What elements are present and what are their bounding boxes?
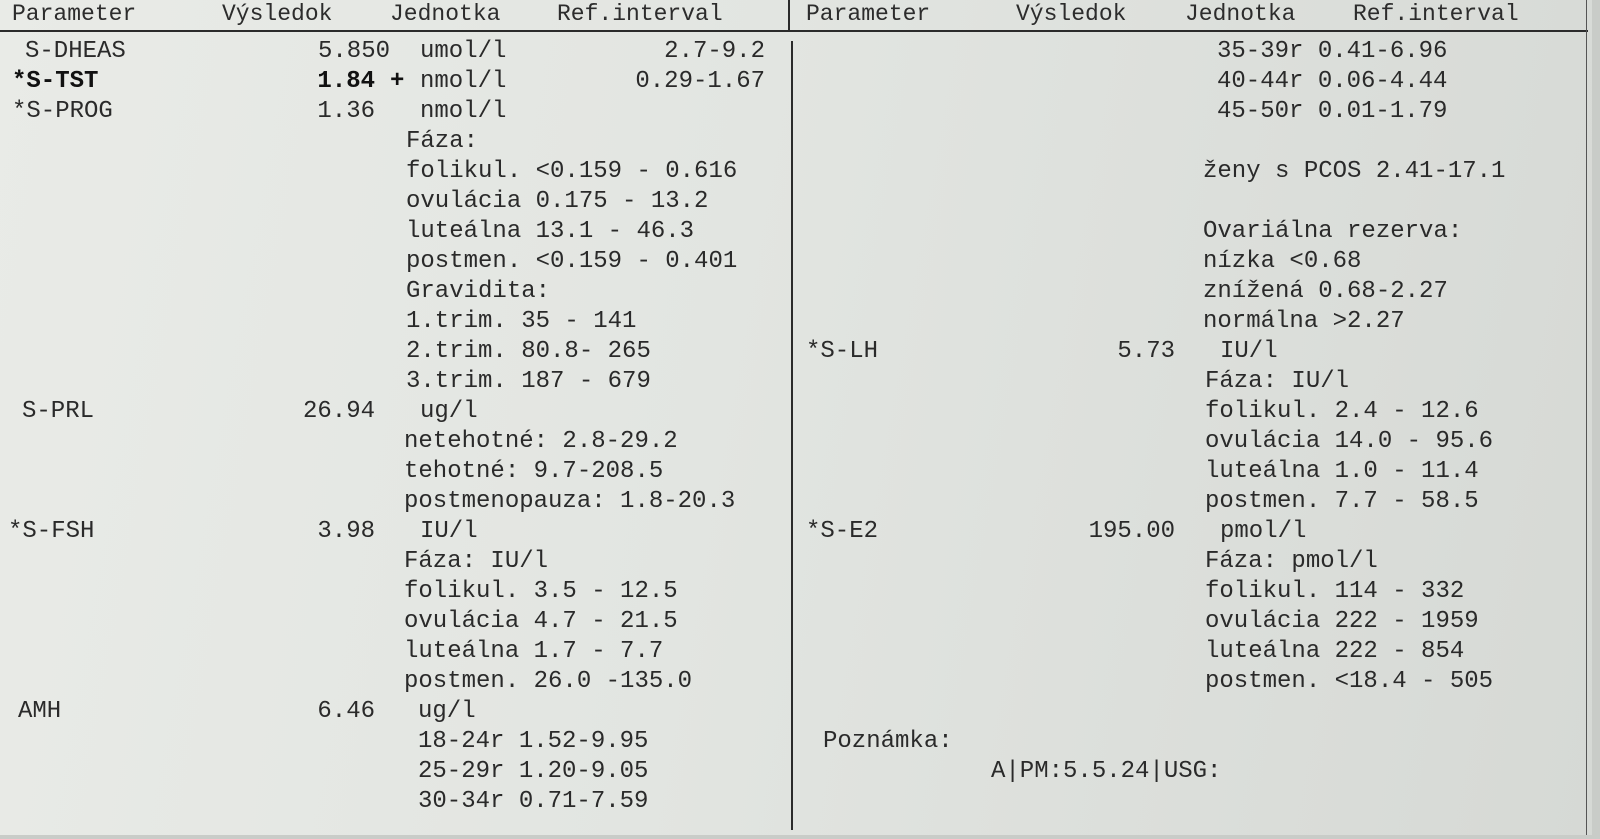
ref-note: ovulácia 4.7 - 21.5 (404, 608, 678, 635)
ref-note: Fáza: IU/l (1205, 368, 1350, 395)
header-unit: Jednotka (390, 1, 501, 27)
header-result-right: Výsledok (1016, 1, 1127, 27)
ref-note: folikul. 114 - 332 (1205, 578, 1465, 605)
right-border (1586, 0, 1587, 835)
param-name: *S-E2 (806, 518, 879, 545)
ref-note: postmen. <18.4 - 505 (1205, 668, 1494, 695)
param-name: *S-PROG (12, 98, 113, 125)
ref-note: ovulácia 14.0 - 95.6 (1205, 428, 1494, 455)
param-name: *S-FSH (8, 518, 95, 545)
ref-note: ženy s PCOS 2.41-17.1 (1203, 158, 1506, 185)
ref-note: 18-24r 1.52-9.95 (418, 728, 649, 755)
param-name: *S-TST (12, 68, 99, 95)
ref-note: 1.trim. 35 - 141 (406, 308, 637, 335)
param-unit: ug/l (418, 698, 476, 725)
param-unit: ug/l (420, 398, 478, 425)
param-unit: umol/l (420, 38, 507, 65)
ref-note: luteálna 1.7 - 7.7 (404, 638, 664, 665)
ref-note: folikul. 2.4 - 12.6 (1205, 398, 1479, 425)
header-ref-interval-right: Ref.interval (1353, 1, 1519, 27)
param-unit: IU/l (420, 518, 478, 545)
ref-note: ovulácia 222 - 1959 (1205, 608, 1479, 635)
ref-note: 40-44r 0.06-4.44 (1217, 68, 1448, 95)
ref-note: netehotné: 2.8-29.2 (404, 428, 678, 455)
param-value: 1.84 (317, 68, 375, 95)
header-unit-right: Jednotka (1185, 1, 1296, 27)
ref-note: 30-34r 0.71-7.59 (418, 788, 649, 815)
ref-note: 2.trim. 80.8- 265 (406, 338, 651, 365)
ref-note: postmenopauza: 1.8-20.3 (404, 488, 736, 515)
remark-text: A|PM:5.5.24|USG: (991, 758, 1222, 785)
ref-note: Fáza: IU/l (404, 548, 549, 575)
ref-note: znížená 0.68-2.27 (1203, 278, 1448, 305)
param-value: 3.98 (317, 518, 375, 545)
ref-note: Ovariálna rezerva: (1203, 218, 1463, 245)
ref-note: luteálna 222 - 854 (1205, 638, 1465, 665)
ref-note: postmen. <0.159 - 0.401 (406, 248, 738, 275)
ref-note: 3.trim. 187 - 679 (406, 368, 651, 395)
header-parameter: Parameter (12, 1, 137, 27)
header-column-divider (788, 0, 790, 31)
param-name: *S-LH (806, 338, 879, 365)
param-unit: pmol/l (1220, 518, 1307, 545)
ref-note: nízka <0.68 (1203, 248, 1362, 275)
ref-note: luteálna 13.1 - 46.3 (406, 218, 695, 245)
header-divider (0, 30, 1588, 32)
ref-note: Gravidita: (406, 278, 551, 305)
param-value: 5.73 (1117, 338, 1175, 365)
ref-note: folikul. <0.159 - 0.616 (406, 158, 738, 185)
param-value: 6.46 (317, 698, 375, 725)
param-name: S-DHEAS (25, 38, 126, 65)
ref-note: ovulácia 0.175 - 13.2 (406, 188, 709, 215)
param-unit: nmol/l (420, 98, 507, 125)
ref-note: 45-50r 0.01-1.79 (1217, 98, 1448, 125)
abnormal-flag: + (390, 68, 405, 95)
param-name: S-PRL (22, 398, 95, 425)
param-unit: IU/l (1220, 338, 1278, 365)
param-ref: 2.7-9.2 (664, 38, 765, 65)
ref-note: Fáza: (406, 128, 479, 155)
param-name: AMH (18, 698, 62, 725)
param-ref: 0.29-1.67 (635, 68, 765, 95)
ref-note: luteálna 1.0 - 11.4 (1205, 458, 1479, 485)
header-ref-interval: Ref.interval (557, 1, 723, 27)
param-value: 26.94 (302, 398, 375, 425)
ref-note: tehotné: 9.7-208.5 (404, 458, 664, 485)
ref-note: Fáza: pmol/l (1205, 548, 1378, 575)
ref-note: postmen. 26.0 -135.0 (404, 668, 693, 695)
ref-note: normálna >2.27 (1203, 308, 1405, 335)
header-result: Výsledok (222, 1, 333, 27)
param-value: 1.36 (317, 98, 375, 125)
remark-label: Poznámka: (823, 728, 953, 755)
ref-note: 25-29r 1.20-9.05 (418, 758, 649, 785)
ref-note: 35-39r 0.41-6.96 (1217, 38, 1448, 65)
header-parameter-right: Parameter (806, 1, 931, 27)
param-value: 195.00 (1088, 518, 1175, 545)
param-unit: nmol/l (420, 68, 507, 95)
param-value: 5.850 (317, 38, 390, 65)
ref-note: postmen. 7.7 - 58.5 (1205, 488, 1479, 515)
ref-note: folikul. 3.5 - 12.5 (404, 578, 678, 605)
column-divider (791, 41, 793, 830)
